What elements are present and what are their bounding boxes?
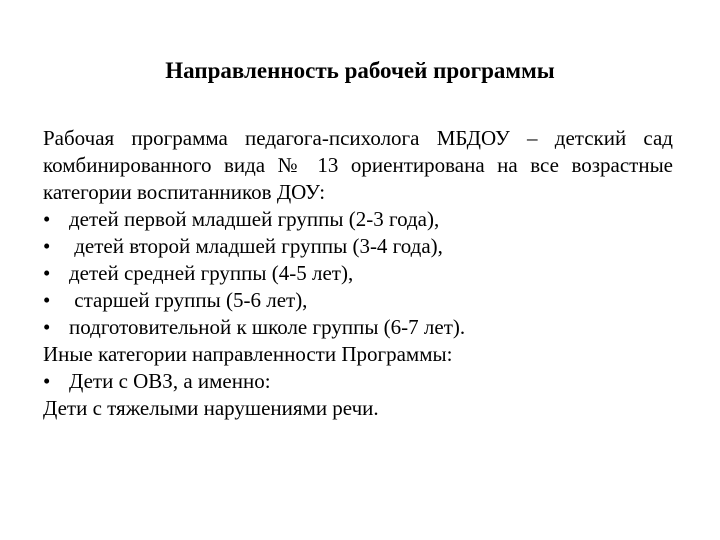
age-group-list <box>43 206 673 341</box>
slide-title: Направленность рабочей программы <box>165 58 555 83</box>
other-categories-list <box>43 368 673 395</box>
list-item-text: детей первой младшей группы (2-3 года), <box>69 207 440 231</box>
list-item <box>43 233 673 260</box>
list-item-text: старшей группы (5-6 лет), <box>69 288 308 312</box>
list-item-text: детей второй младшей группы (3-4 года), <box>69 234 443 258</box>
intro-paragraph: Рабочая программа педагога-психолога МБДОУ – детский сад комбинированного вида № 13 ориентирована на все возрастные категории воспитанников ДОУ: <box>43 126 673 204</box>
bullet-icon: • <box>43 288 51 312</box>
list-item-text: подготовительной к школе группы (6-7 лет). <box>69 315 466 339</box>
other-categories-heading: Иные категории направленности Программы: <box>43 342 453 366</box>
list-item <box>43 314 673 341</box>
bullet-icon: • <box>43 234 51 258</box>
bullet-icon: • <box>43 369 51 393</box>
list-item-text: детей средней группы (4-5 лет), <box>69 261 354 285</box>
list-item <box>43 206 673 233</box>
bullet-icon: • <box>43 315 51 339</box>
list-item <box>43 287 673 314</box>
slide-content <box>43 125 673 422</box>
bullet-icon: • <box>43 261 51 285</box>
list-item-text: Дети с ОВЗ, а именно: <box>69 369 271 393</box>
closing-line: Дети с тяжелыми нарушениями речи. <box>43 396 379 420</box>
list-item <box>43 260 673 287</box>
bullet-icon: • <box>43 207 51 231</box>
list-item <box>43 368 673 395</box>
